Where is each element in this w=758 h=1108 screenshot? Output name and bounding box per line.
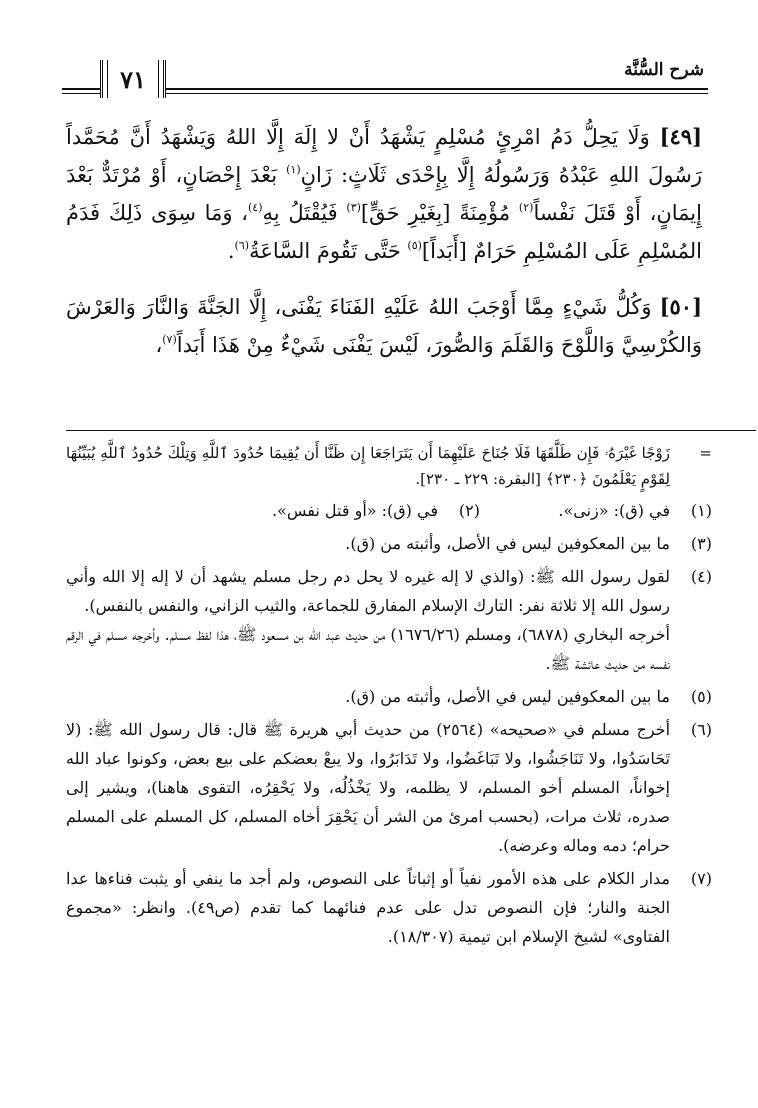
footnote-2 [248, 496, 480, 525]
footnote-4 [66, 562, 712, 678]
footnote-ref[interactable]: (١) [286, 163, 301, 176]
text-segment: . [227, 239, 235, 263]
paragraph-49 [66, 118, 702, 270]
footnote-text: في (ق): «زنى». [558, 501, 670, 520]
verse-reference: [البقرة: ٢٢٩ ـ ٢٣٠]. [415, 470, 546, 488]
text-segment: مُؤْمِنَةً [بِغَيْرِ حَقٍّ] [360, 201, 519, 225]
text-segment: ، وَمَا سِوَى ذَلِكَ فَدَمُ المُسْلِمِ عَلَى المُسْلِمِ حَرَامٌ [أَبَداً] [66, 201, 702, 263]
footnote-number: (٤) [690, 567, 712, 586]
footnote-number: (٦) [690, 720, 712, 739]
footnote-source: أخرجه البخاري (٦٨٧٨)، ومسلم (١٦٧٦/٢٦) من حديث عبد الله بن مسعود ﷺ، هذا لفظ مسلم. وأخرجه مسلم في الرقم نفسه من حديث عائشة ﷺ. [66, 625, 670, 673]
footnote-text: ما بين المعكوفين ليس في الأصل، وأثبته من (ق). [345, 534, 670, 553]
footnote-text: أخرج مسلم في «صحيحه» (٢٥٦٤) من حديث أبي هريرة ﷺ قال: قال رسول الله ﷺ: (لا تَحَاسَدُوا، ولا تَنَاجَشُوا، ولا تَبَاغَضُوا، ولا تَدَابَرُوا، ولا يبعْ بعضكم على بيع بعض، وكونوا عباد الله إخواناً، المسلم أخو المسلم، لا يظلمه، ولا يَخْذُلُه، ولا يَحْقِرُه، التقوى هاهنا)، ويشير إلى صدره، ثلاث مرات، (بحسب امرئ من الشر أن يَحْقِرَ أخاه المسلم، كل المسلم على المسلم حرام؛ دمه وماله وعرضه). [66, 720, 671, 855]
footnote-ref[interactable]: (٦) [234, 239, 250, 252]
main-text [66, 118, 702, 382]
page-number-box [100, 60, 166, 98]
footnote-ref[interactable]: (٥) [407, 239, 422, 252]
footnote-number: (١) [690, 501, 712, 520]
footnote-pair [66, 496, 712, 525]
footnotes [66, 440, 712, 951]
footnote-divider [66, 430, 756, 431]
footnote-ref[interactable]: (٢) [518, 201, 534, 214]
paragraph-50 [66, 288, 702, 364]
footnote-3 [66, 529, 712, 558]
footnote-5 [66, 682, 712, 711]
text-segment: حَتَّى تَقُومَ السَّاعَةُ [249, 239, 408, 263]
footnote-number: (٥) [690, 687, 712, 706]
text-segment: ، [155, 333, 163, 357]
footnote-text: في (ق): «أو قتل نفس». [272, 501, 438, 520]
footnote-number: (٧) [690, 869, 712, 888]
quran-verse: زَوْجًا غَيْرَهُۥ فَإِن طَلَّقَهَا فَلَا جُنَاحَ عَلَيْهِمَا أَن يَتَرَاجَعَا إِن ظَنَّا أَن يُقِيمَا حُدُودَ ٱللَّهِ وَتِلْكَ حُدُودُ ٱللَّهِ يُبَيِّنُهَا لِقَوْمٍ يَعْلَمُونَ ﴿٢٣٠﴾ [66, 444, 670, 488]
footnote-text: ما بين المعكوفين ليس في الأصل، وأثبته من (ق). [345, 687, 670, 706]
text-segment: وَكُلُّ شَيْءٍ مِمَّا أَوْجَبَ اللهُ عَلَيْهِ الفَنَاءَ يَفْنَى، إِلَّا الجَنَّةَ وَالنَّارَ وَالعَرْشَ وَالكُرْسِيَّ وَاللَّوْحَ وَالقَلَمَ وَالصُّورَ، لَيْسَ يَفْنَى شَيْءٌ مِنْ هَذَا أَبَداً [66, 295, 702, 357]
footnote-continuation [66, 440, 712, 492]
footnote-text: لقول رسول الله ﷺ: (والذي لا إله غيره لا يحل دم رجل مسلم يشهد أن لا إله إلا الله وأني رسول الله إلا ثلاثة نفر: التارك الإسلام المفارق للجماعة، والثيب الزاني، والنفس بالنفس). [66, 567, 671, 615]
running-title: شرح السُّنَّة [624, 60, 704, 80]
footnote-number: (٢) [458, 501, 480, 520]
footnote-6 [66, 715, 712, 860]
footnote-7 [66, 864, 712, 951]
footnote-1 [480, 496, 712, 525]
footnote-ref[interactable]: (٣) [346, 201, 361, 214]
paragraph-number: [٥٠] [659, 294, 702, 319]
text-segment: وَلَا يَحِلُّ دَمُ امْرِئٍ مُسْلِمٍ يَشْهَدُ أَنْ لا إِلَهَ إِلَّا اللهُ وَيَشْهَدُ أَنَّ مُحَمَّداً رَسُولَ اللهِ عَبْدُهُ وَرَسُولُهُ إِلَّا بِإِحْدَى ثَلَاثٍ: زَانٍ [66, 125, 702, 187]
page-header [62, 56, 708, 104]
footnote-number: (٣) [690, 534, 712, 553]
footnote-text: مدار الكلام على هذه الأمور نفياً أو إثباتاً على النصوص، ولم أجد ما ينفي أو يثبت فناءها عدا الجنة والنار؛ فإن النصوص تدل على عدم فنائهما كما تقدم (ص٤٩). وانظر: «مجموع الفتاوى» لشيخ الإسلام ابن تيمية (١٨/٣٠٧). [66, 869, 671, 946]
continuation-marker: = [699, 444, 712, 462]
paragraph-number: [٤٩] [659, 124, 702, 149]
text-segment: فَيُقْتَلُ بِهِ [262, 201, 347, 225]
text-segment: بَعْدَ إِحْصَانٍ، أَوْ مُرْتَدٌّ بَعْدَ إِيمَانٍ، أَوْ قَتَلَ نَفْساً [66, 163, 702, 225]
page-number: ٧١ [107, 60, 159, 98]
footnote-ref[interactable]: (٧) [162, 333, 177, 346]
footnote-ref[interactable]: (٤) [248, 201, 263, 214]
